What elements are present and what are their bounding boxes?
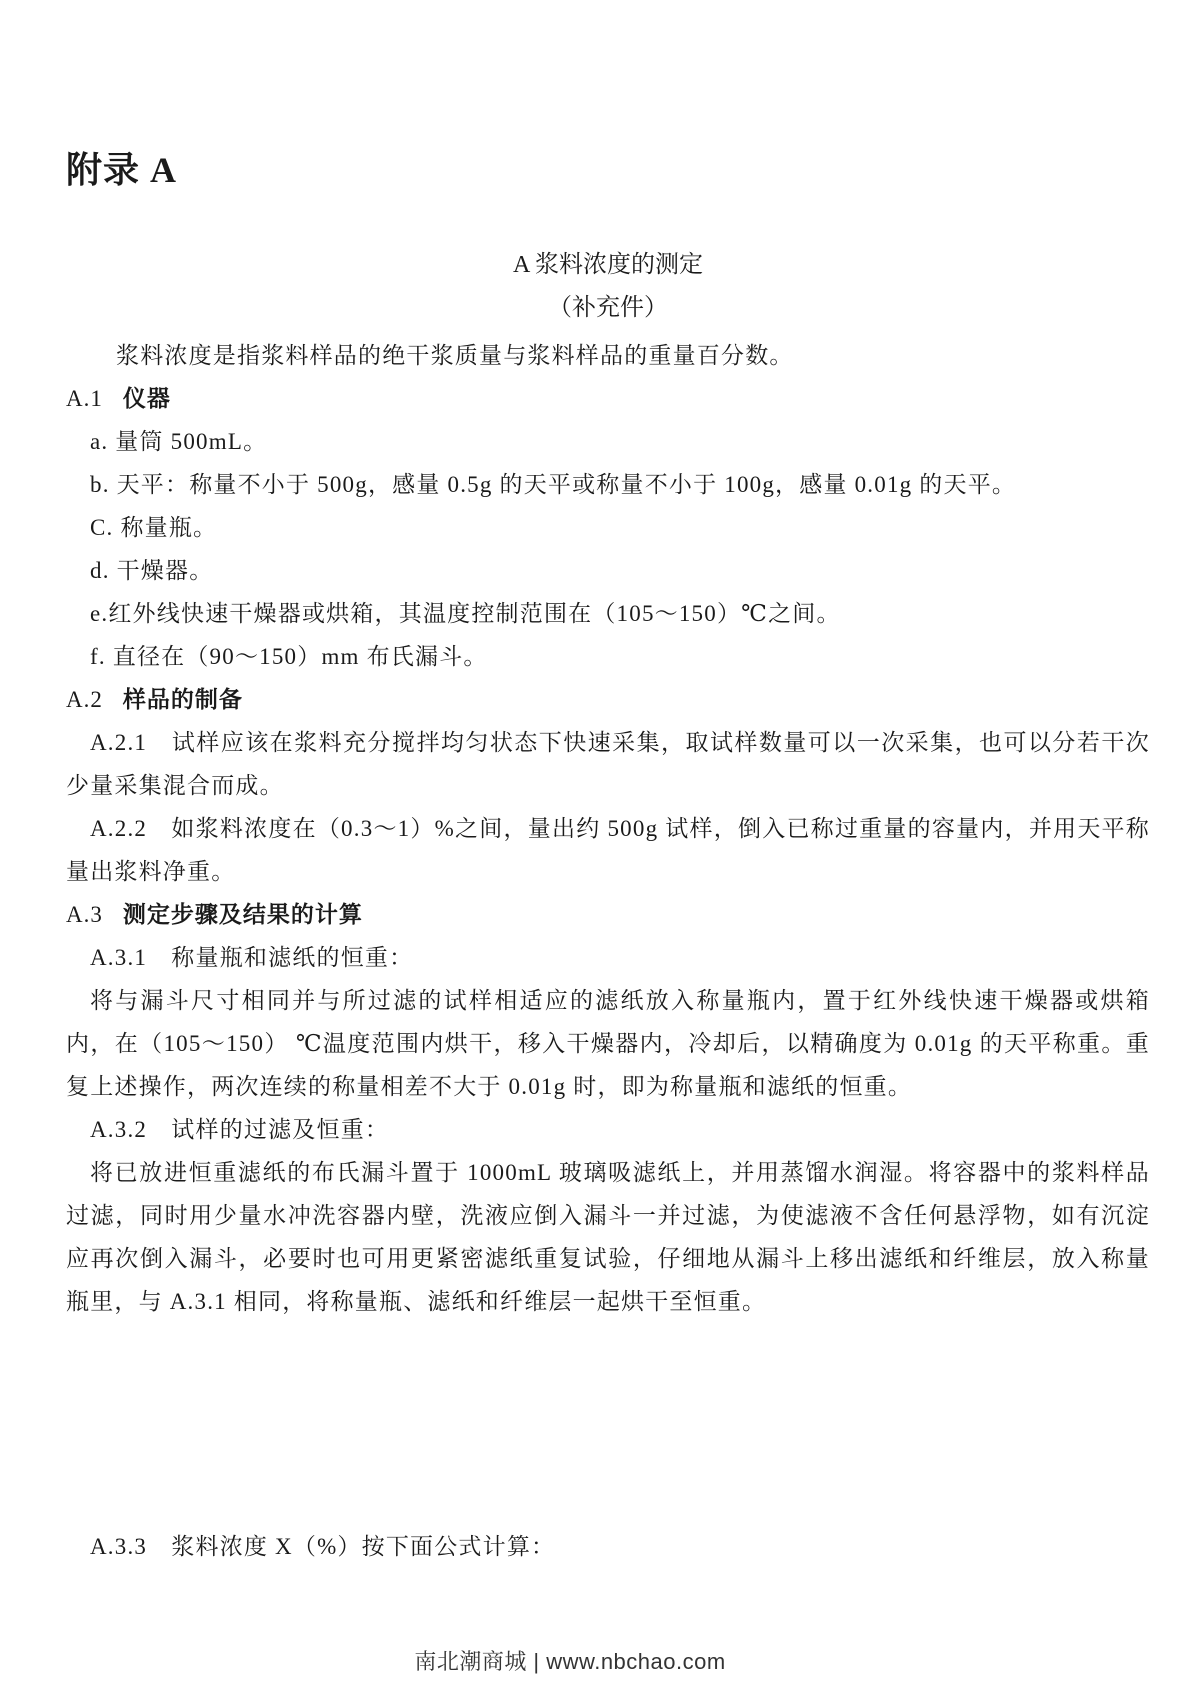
apparatus-item-e: e.红外线快速干燥器或烘箱，其温度控制范围在（105～150）℃之间。 xyxy=(90,601,841,626)
apparatus-item-c: C. 称量瓶。 xyxy=(90,515,218,540)
appendix-title: 附录 A xyxy=(66,150,177,190)
paragraph-a3-2-body: 将已放进恒重滤纸的布氏漏斗置于 1000mL 玻璃吸滤纸上，并用蒸馏水润湿。将容器中的浆料样品过滤，同时用少量水冲洗容器内壁，洗液应倒入漏斗一并过滤，为使滤液不含任何悬浮物，如有沉淀应再次倒入漏斗，必要时也可用更紧密滤纸重复试验，仔细地从漏斗上移出滤纸和纤维层，放入称量瓶里，与 A.3.1 相同，将称量瓶、滤纸和纤维层一起烘干至恒重。 xyxy=(66,1160,1150,1314)
paragraph-a3-1-body: 将与漏斗尺寸相同并与所过滤的试样相适应的滤纸放入称量瓶内，置于红外线快速干燥器或烘箱内，在（105～150） ℃温度范围内烘干，移入干燥器内，冷却后，以精确度为 0.01g 的天平称重。重复上述操作，两次连续的称量相差不大于 0.01g 时，即为称量瓶和滤纸的恒重。 xyxy=(66,988,1150,1099)
section-title-a2: 样品的制备 xyxy=(122,686,243,712)
section-title-a1: 仪器 xyxy=(122,385,171,411)
section-number-a3: A.3 xyxy=(66,902,103,927)
paragraph-a2-1: A.2.1 试样应该在浆料充分搅拌均匀状态下快速采集，取试样数量可以一次采集，也可以分若干次少量采集混合而成。 xyxy=(66,730,1150,798)
section-title-a3: 测定步骤及结果的计算 xyxy=(122,901,363,927)
paragraph-a3-2: A.3.2 试样的过滤及恒重： xyxy=(90,1117,390,1142)
footer-text: 南北潮商城 | www.nbchao.com xyxy=(414,1649,726,1674)
doc-subtitle: （补充件） xyxy=(548,295,668,321)
apparatus-item-b: b. 天平：称量不小于 500g，感量 0.5g 的天平或称量不小于 100g，感量 0.01g 的天平。 xyxy=(90,472,1017,497)
apparatus-item-a: a. 量筒 500mL。 xyxy=(90,429,268,454)
paragraph-a3-1: A.3.1 称量瓶和滤纸的恒重： xyxy=(90,945,414,970)
section-number-a2: A.2 xyxy=(66,687,103,712)
intro-paragraph: 浆料浓度是指浆料样品的绝干浆质量与浆料样品的重量百分数。 xyxy=(116,343,794,368)
page-footer xyxy=(0,1649,1140,1675)
doc-title: A 浆料浓度的测定 xyxy=(512,252,703,278)
section-heading-a2 xyxy=(66,678,1150,721)
section-heading-a3 xyxy=(66,893,1150,936)
section-heading-a1 xyxy=(66,377,1150,420)
apparatus-item-f: f. 直径在（90～150）mm 布氏漏斗。 xyxy=(90,644,488,669)
paragraph-a2-2: A.2.2 如浆料浓度在（0.3～1）%之间，量出约 500g 试样，倒入已称过重量的容量内，并用天平称量出浆料净重。 xyxy=(66,816,1150,884)
section-number-a1: A.1 xyxy=(66,386,103,411)
apparatus-item-d: d. 干燥器。 xyxy=(90,558,214,583)
paragraph-a3-3: A.3.3 浆料浓度 X（%）按下面公式计算： xyxy=(90,1534,556,1559)
